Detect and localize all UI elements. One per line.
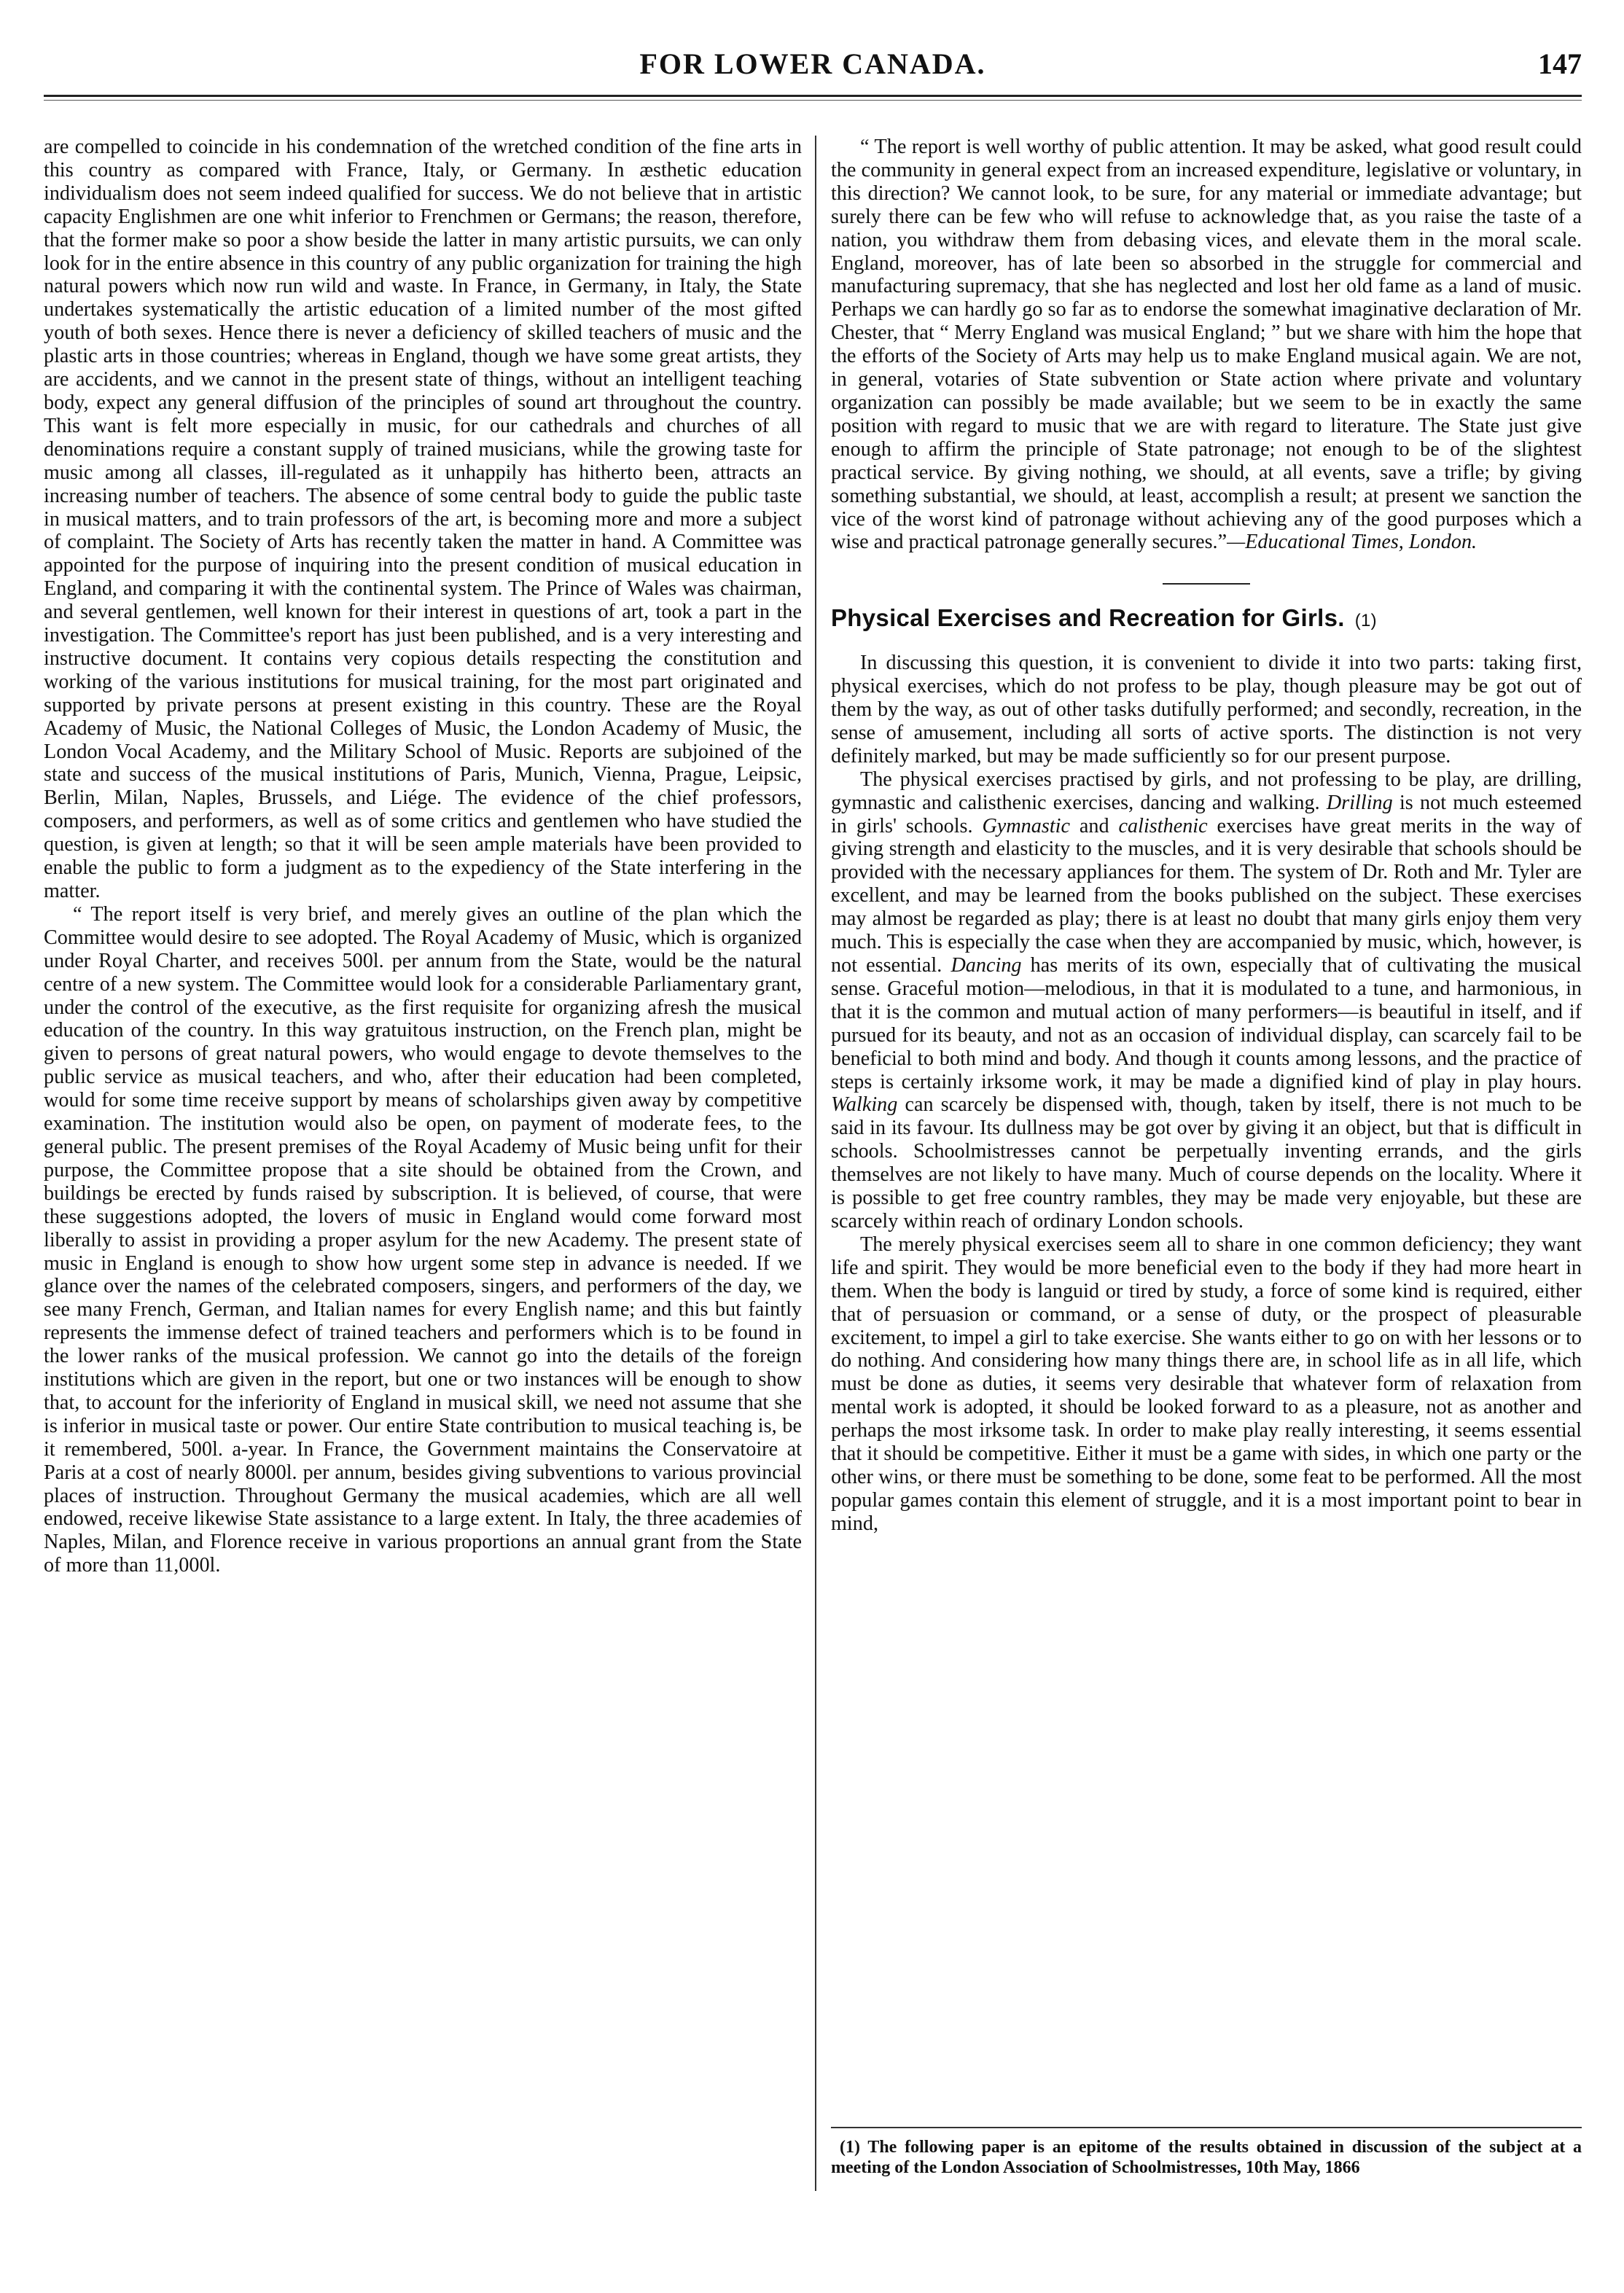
text-run: The physical exercises practised by girls, and not professing to be play, are drilling, gymnastic and calisthenic exercises, dancing and walking. [831,767,1582,814]
italic-term: Drilling [1326,791,1393,814]
quote-text: “ The report is well worthy of public attention. It may be asked, what good result could the community in general expect from an increased expenditure, legislative or voluntary, in this direction? We cannot look, to be sure, for any material or immediate advantage; but surely there can be few who will refuse to acknowledge that, as you raise the taste of a nation, you withdraw them from debasing vices, and elevate them in the moral scale. England, moreover, has of late been so absorbed in the struggle for commercial and manufacturing supremacy, that she has neglected and lost her old fame as a land of music. Perhaps we can hardly go so far as to endorse the somewhat imaginative declaration of Mr. Chester, that “ Merry England was musical England; ” but we share with him the hope that the efforts of the Society of Arts may help us to make England musical again. We are not, in general, votaries of State subvention or State action where private and voluntary organization can possibly be made available; but we seem to be in exactly the same position with regard to music that we are with regard to literature. The State just give enough to affirm the principle of State patronage; not enough to be of the slightest practical service. By giving nothing, we should, at all events, save a trifle; by giving something substantial, we should, at least, accomplish a result; at present we sanction the vice of the worst kind of patronage without achieving any of the good purposes which a wise and practical patronage generally secures.” [831,136,1582,554]
right-paragraph-4: The merely physical exercises seem all to share in one common deficiency; they want life and spirit. They would be more beneficial even to the body if they had more heart in them. When the body is languid or tired by study, a force of some kind is required, either that of persuasion or command, or a sense of duty, or the prospect of pleasurable excitement, to impel a girl to take exercise. She wants either to go on with her lessons or to do nothing. And considering how many things there are, in school life as in all life, which must be done as duties, it seems very desirable that whatever form of relaxation from mental work is adopted, it should be looked forward to as a pleasure, not as another and perhaps the most irksome task. In order to make play really interesting, it seems essential that it should be competitive. Either it must be a game with sides, in which one party or the other wins, or there must be something to be done, some feat to be performed. All the most popular games contain this element of struggle, and it is a most important point to bear in mind, [831,1233,1582,1535]
footnote-reference: (1) [1354,611,1377,631]
text-run: and [1070,814,1119,837]
section-title: Physical Exercises and Recreation for Girls. [831,604,1345,632]
italic-term: Walking [831,1093,898,1117]
text-run: can scarcely be dispensed with, though, taken by itself, there is not much to be said in its favour. Its dullness may be got over by giving it an object, but that is difficult in schools. Schoolmistresses cannot be perpetually inventing errands, and the girls themselves are not likely to have many. Much of course depends on the locality. Where it is possible to get free country rambles, they may be made very enjoyable, but these are scarcely within reach of ordinary London schools. [831,1093,1582,1233]
right-column [831,136,1582,1536]
left-column [44,136,802,1577]
right-paragraph-1 [831,136,1582,554]
left-paragraph-2: “ The report itself is very brief, and merely gives an outline of the plan which the Committee would desire to see adopted. The Royal Academy of Music, which is organized under Royal Charter, and receives 500l. per annum from the State, would be the natural centre of a new system. The Committee would look for a considerable Parliamentary grant, under the control of the executive, as the first requisite for organizing afresh the musical education of the country. In this way gratuitous instruction, on the French plan, might be given to persons of great natural powers, who would engage to devote themselves to the public service as musical teachers, and who, after their education had been completed, would for some time receive support by means of scholarships given away by competitive examination. The institution would also be open, on payment of moderate fees, to the general public. The present premises of the Royal Academy of Music being unfit for their purpose, the Committee propose that a site should be obtained from the Crown, and buildings be erected by funds raised by subscription. It is believed, of course, that were these suggestions adopted, the lovers of music in England would come forward most liberally to assist in providing a proper asylum for the new Academy. The present state of music in England is enough to show how urgent some step in advance is needed. If we glance over the names of the celebrated composers, singers, and performers of the day, we see many French, German, and Italian names for every English name; and this but faintly represents the immense defect of trained teachers and performers which is to be found in the lower ranks of the musical profession. We cannot go into the details of the foreign institutions which are given in the report, but one or two instances will be enough to show that, to account for the inferiority of England in musical skill, we need not assume that she is inferior in musical taste or power. Our entire State contribution to musical teaching is, be it remembered, 500l. a-year. In France, the Government maintains the Conservatoire at Paris at a cost of nearly 8000l. per annum, besides giving subventions to various provincial places of instruction. Throughout Germany the musical academies, which are all well endowed, receive likewise State assistance to a large extent. In Italy, the three academies of Naples, Milan, and Florence receive in various proportions an annual grant from the State of more than 11,000l. [44,902,802,1577]
section-heading [831,606,1582,633]
right-paragraph-2: In discussing this question, it is convenient to divide it into two parts: taking first, physical exercises, which do not profess to be play, though pleasure may be got out of them by the way, as out of other tasks dutifully performed; and secondly, recreation, in the sense of amusement, including all sorts of active sports. The distinction is not very definitely marked, but may be made sufficiently so for our present purpose. [831,652,1582,767]
right-paragraph-3 [831,768,1582,1233]
header-rule [44,95,1582,101]
page-header [44,42,1582,93]
quote-source: —Educational Times, London. [1227,531,1477,554]
footnote [831,2127,1582,2178]
footnote-text: (1) The following paper is an epitome of the results obtained in discussion of the subject at a meeting of the London Association of Schoolmistresses, 10th May, 1866 [831,2138,1582,2177]
column-divider [815,136,816,2191]
text-run: has merits of its own, especially that of cultivating the musical sense. Graceful motion—melodious, in that it is modulated to a tune, and harmonious, in that it is the common and mutual action of many performers—is beautiful in itself, and if pursued for its beauty, and not as an occasion of individual display, can scarcely fail to be beneficial to both mind and body. And though it counts among lessons, and the practice of steps is certainly irksome work, it may be made a dignified kind of play in play hours. [831,954,1582,1093]
running-title: FOR LOWER CANADA. [639,47,986,80]
italic-term: calisthenic [1118,814,1208,837]
section-separator [1163,583,1250,585]
italic-term: Gymnastic [982,814,1071,837]
page-number: 147 [1538,47,1582,80]
left-paragraph-1: are compelled to coincide in his condemnation of the wretched condition of the fine arts in this country as compared with France, Italy, or Germany. In æsthetic education individualism does not seem indeed qualified for success. We do not believe that in artistic capacity Englishmen are one whit inferior to Frenchmen or Germans; the reason, therefore, that the former make so poor a show beside the latter in many artistic pursuits, we can only look for in the entire absence in this country of any public organization for training the high natural powers which now run wild and waste. In France, in Germany, in Italy, the State undertakes systematically the artistic education of a limited number of the most gifted youth of both sexes. Hence there is never a deficiency of skilled teachers of music and the plastic arts in those countries; whereas in England, though we have some great artists, they are accidents, and we cannot in the present state of things, without an intelligent teaching body, expect any general diffusion of the principles of sound art throughout the country. This want is felt more especially in music, for our cathedrals and churches of all denominations require a constant supply of trained musicians, while the growing taste for music among all classes, ill-regulated as it unhappily has hitherto been, attracts an increasing number of teachers. The absence of some central body to guide the public taste in musical matters, and to train professors of the art, is becoming more and more a subject of complaint. The Society of Arts has recently taken the matter in hand. A Committee was appointed for the purpose of inquiring into the present condition of musical education in England, and comparing it with the continental system. The Prince of Wales was chairman, and several gentlemen, well known for their interest in questions of art, took a part in the investigation. The Committee's report has just been published, and is a very interesting and instructive document. It contains very copious details respecting the constitution and working of the various institutions for musical training, for the most part originated and supported by private persons at present existing in this country. These are the Royal Academy of Music, the National Colleges of Music, the London Academy of Music, the London Vocal Academy, and the Military School of Music. Reports are subjoined of the state and success of the musical institutions of Paris, Munich, Vienna, Prague, Leipsic, Berlin, Milan, Naples, Brussels, and Liége. The evidence of the chief professors, composers, and performers, as well as of some critics and gentlemen who have studied the question, is given at length; so that it will be seen ample materials have been provided to enable the public to form a judgment as to the expediency of the State interfering in the matter. [44,136,802,902]
italic-term: Dancing [950,954,1022,977]
text-run: is not much esteemed in girls' schools. [831,791,1582,837]
text-run: exercises have great merits in the way of giving strength and elasticity to the muscles, and it is very desirable that schools should be provided with the necessary appliances for them. The system of Dr. Roth and Mr. Tyler are excellent, and may be learned from the books published on the subject. These exercises may almost be regarded as play; there is at least no doubt that many girls enjoy them very much. This is especially the case when they are accompanied by music, which, however, is not essential. [831,814,1582,977]
